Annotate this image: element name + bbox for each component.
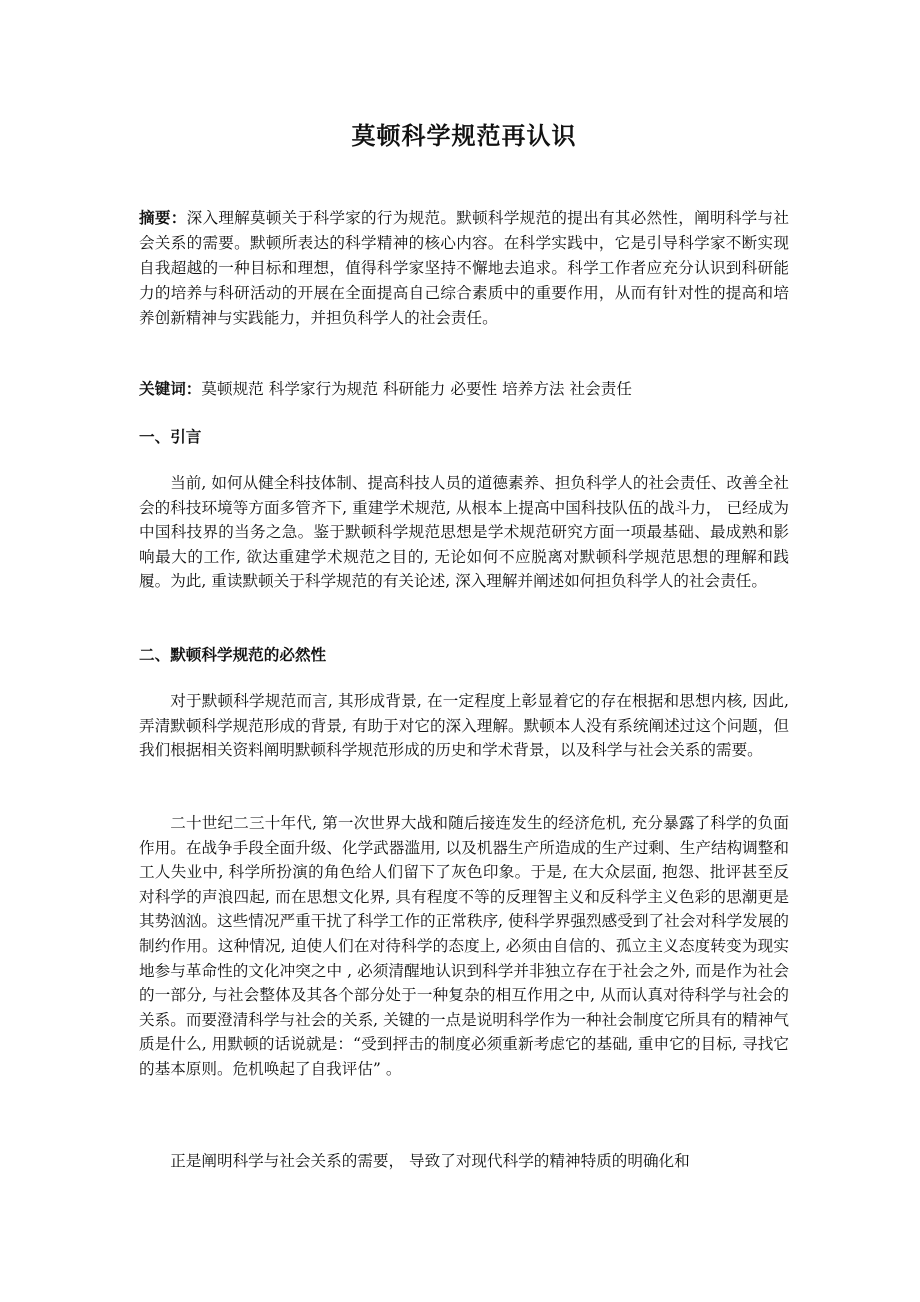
keyword-item: 莫顿规范 — [201, 380, 264, 398]
keyword-item: 培养方法 — [502, 380, 565, 398]
abstract-text: 深入理解莫顿关于科学家的行为规范。默顿科学规范的提出有其必然性，阐明科学与社会关系的需要。默顿所表达的科学精神的核心内容。在科学实践中，它是引导科学家不断实现自我超越的一种目标和理想，值得科学家坚持不懈地去追求。科学工作者应充分认识到科研能力的培养与科研活动的开展在全面提高自己综合素质中的重要作用，从而有针对性的提高和培养创新精神与实践能力，并担负科学人的社会责任。 — [139, 209, 789, 327]
paragraph: 当前, 如何从健全科技体制、提高科技人员的道德素养、担负科学人的社会责任、改善全社会的科技环境等方面多管齐下, 重建学术规范, 从根本上提高中国科技队伍的战斗力， 已经成为中国科技界的当务之急。鉴于默顿科学规范思想是学术规范研究方面一项最基础、最成熟和影响最大的工作, 欲达重建学术规范之目的, 无论如何不应脱离对默顿科学规范思想的理解和践履。为此, 重读默顿关于科学规范的有关论述, 深入理解并阐述如何担负科学人的社会责任。 — [139, 474, 789, 591]
keyword-item: 科研能力 — [382, 380, 446, 398]
keywords — [139, 376, 789, 402]
document-title: 莫顿科学规范再认识 — [351, 121, 577, 150]
paragraph: 对于默顿科学规范而言, 其形成背景, 在一定程度上彰显着它的存在根据和思想内核, 因此, 弄清默顿科学规范形成的背景, 有助于对它的深入理解。默顿本人没有系统阐述过这个问题，但我们根据相关资料阐明默顿科学规范形成的历史和学术背景，以及科学与社会关系的需要。 — [139, 692, 789, 760]
paragraph: 正是阐明科学与社会关系的需要， 导致了对现代科学的精神特质的明确化和 — [170, 1152, 690, 1170]
section-heading-introduction: 一、引言 — [139, 427, 202, 446]
paragraph: 二十世纪二三十年代, 第一次世界大战和随后接连发生的经济危机, 充分暴露了科学的负面作用。在战争手段全面升级、化学武器滥用, 以及机器生产所造成的生产过剩、生产结构调整和工人失业中, 科学所扮演的角色给人们留下了灰色印象。于是, 在大众层面, 抱怨、批评甚至反对科学的声浪四起, 而在思想文化界, 具有程度不等的反理智主义和反科学主义色彩的思潮更是其势汹汹。这些情况严重干扰了科学工作的正常秩序, 使科学界强烈感受到了社会对科学发展的制约作用。这种情况, 迫使人们在对待科学的态度上, 必须由自信的、孤立主义态度转变为现实地参与革命性的文化冲突之中 , 必须清醒地认识到科学并非独立存在于社会之外, 而是作为社会的一部分, 与社会整体及其各个部分处于一种复杂的相互作用之中, 从而认真对待科学与社会的关系。而要澄清科学与社会的关系, 关键的一点是说明科学作为一种社会制度它所具有的精神气质是什么, 用默顿的话说就是：“受到抨击的制度必须重新考虑它的基础, 重申它的目标, 寻找它的基本原则。危机唤起了自我评估” 。 — [139, 814, 789, 1078]
section-heading-necessity: 二、默顿科学规范的必然性 — [139, 645, 327, 664]
keywords-label: 关键词： — [139, 379, 202, 398]
keyword-item: 科学家行为规范 — [268, 380, 378, 398]
abstract — [139, 205, 789, 331]
keyword-item: 社会责任 — [569, 380, 632, 398]
abstract-label: 摘要： — [139, 208, 187, 227]
keyword-item: 必要性 — [450, 380, 498, 398]
